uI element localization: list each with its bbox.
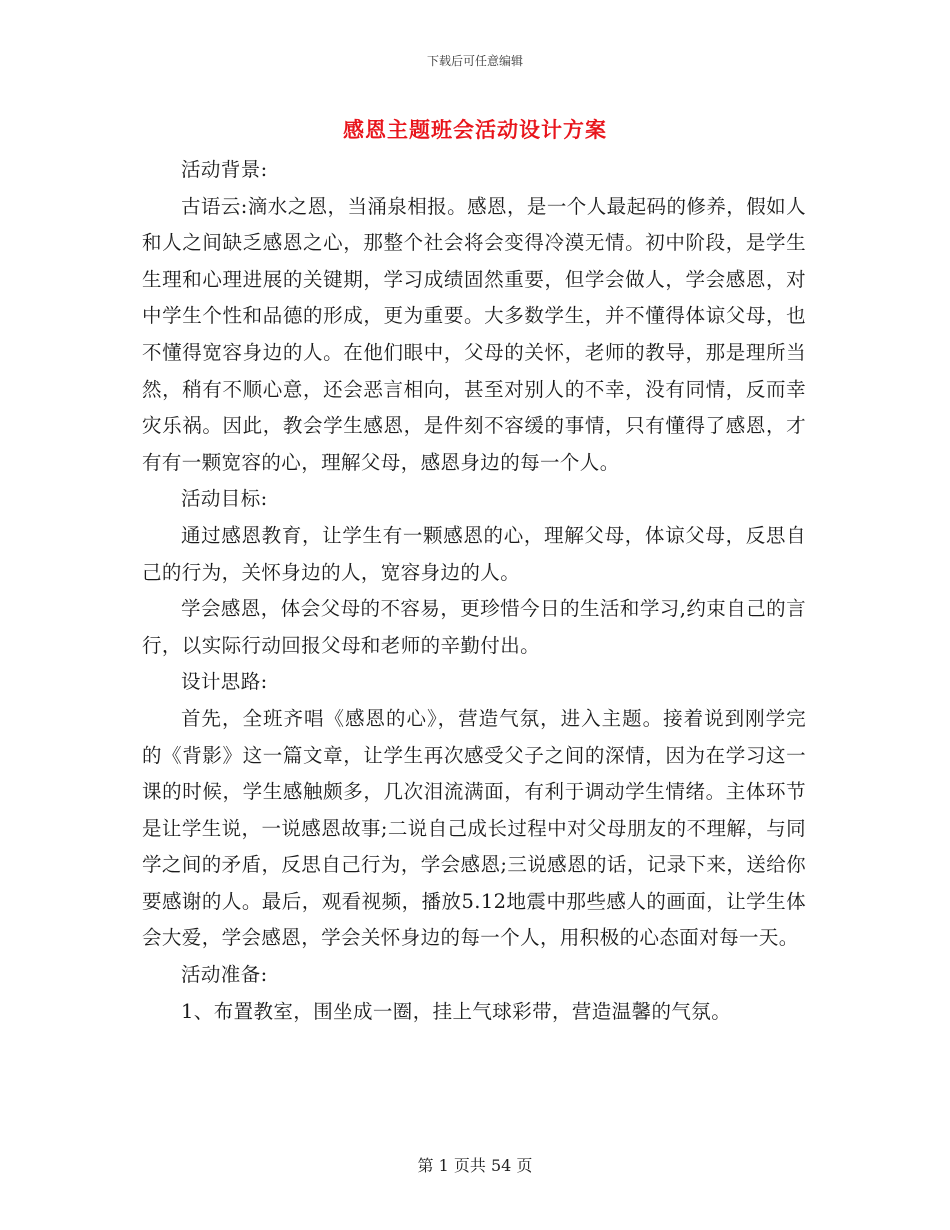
- page-header: 下载后可任意编辑: [426, 54, 523, 68]
- paragraph-background: 古语云:滴水之恩，当涌泉相报。感恩，是一个人最起码的修养，假如人和人之间缺乏感恩之心，那整个社会将会变得冷漠无情。初中阶段，是学生生理和心理进展的关键期，学习成绩固然重要，但学会做人，学会感恩，对中学生个性和品德的形成，更为重要。大多数学生，并不懂得体谅父母，也不懂得宽容身边的人。在他们眼中，父母的关怀，老师的教导，那是理所当然，稍有不顺心意，还会恶言相向，甚至对别人的不幸，没有同情，反而幸灾乐祸。因此，教会学生感恩，是件刻不容缓的事情，只有懂得了感恩，才有有一颗宽容的心，理解父母，感恩身边的每一个人。: [142, 194, 806, 474]
- paragraph-preparation-1: 1、布置教室，围坐成一圈，挂上气球彩带，营造温馨的气氛。: [181, 999, 732, 1023]
- page-footer: 第 1 页共 54 页: [417, 1156, 533, 1175]
- paragraph-design: 首先，全班齐唱《感恩的心》，营造气氛，进入主题。接着说到刚学完的《背影》这一篇文章，让学生再次感受父子之间的深情，因为在学习这一课的时候，学生感触颇多，几次泪流满面，有利于调动学生情绪。主体环节是让学生说，一说感恩故事;二说自己成长过程中对父母朋友的不理解，与同学之间的矛盾，反思自己行为，学会感恩;三说感恩的话，记录下来，送给你要感谢的人。最后，观看视频，播放5.12地震中那些感人的画面，让学生体会大爱，学会感恩，学会关怀身边的每一个人，用积极的心态面对每一天。: [142, 706, 806, 950]
- document-title: 感恩主题班会活动设计方案: [343, 117, 607, 142]
- section-heading-background: 活动背景:: [181, 158, 268, 181]
- document-body: [142, 152, 806, 1030]
- section-heading-preparation: 活动准备:: [181, 963, 268, 987]
- paragraph-goal-1: 通过感恩教育，让学生有一颗感恩的心，理解父母，体谅父母，反思自己的行为，关怀身边的人，宽容身边的人。: [142, 523, 806, 584]
- section-heading-goals: 活动目标:: [181, 487, 268, 511]
- section-heading-design: 设计思路:: [181, 670, 268, 694]
- paragraph-goal-2: 学会感恩，体会父母的不容易，更珍惜今日的生活和学习,约束自己的言行，以实际行动回报父母和老师的辛勤付出。: [142, 597, 806, 657]
